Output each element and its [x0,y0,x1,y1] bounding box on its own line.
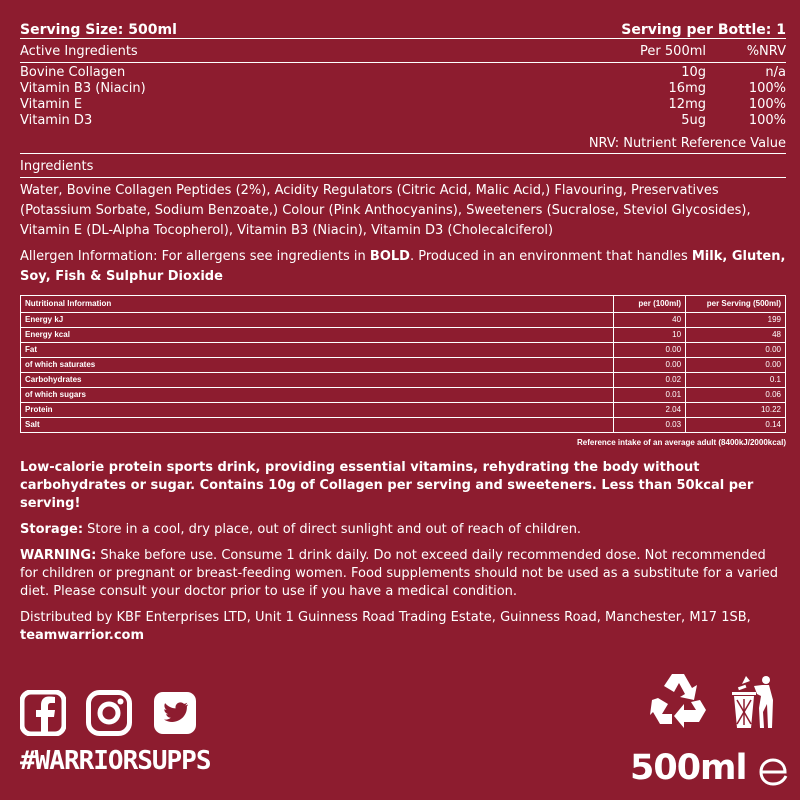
divider [20,38,786,39]
nutrient-label: Protein [21,403,614,418]
divider [20,62,786,63]
facebook-icon[interactable] [20,690,66,736]
distributor-text: Distributed by KBF Enterprises LTD, Unit 1 Guinness Road Trading Estate, Guinness Road, Manchester, M17 1SB, [20,610,751,625]
warning-label: WARNING: [20,548,97,563]
label-content [20,0,786,645]
table-row [21,358,786,373]
per-100ml-value: 10 [613,328,685,343]
per-serving-value: 199 [686,313,786,328]
ingredient-name: Vitamin B3 (Niacin) [20,81,146,96]
storage-info [20,521,786,539]
twitter-icon[interactable] [152,690,198,736]
ingredient-amount: 5ug [681,113,706,128]
list-item [20,113,786,129]
per-serving-value: 0.14 [686,418,786,433]
per-100ml-value: 0.03 [613,418,685,433]
nutrient-label: of which saturates [21,358,614,373]
website-link[interactable]: teamwarrior.com [20,628,145,643]
nutrition-table [20,295,786,433]
column-header: Nutritional Information [21,296,614,313]
per-100ml-value: 0.02 [613,373,685,388]
allergen-text: . Produced in an environment that handles [409,249,692,264]
ingredient-nrv: 100% [748,97,786,112]
per-100ml-value: 2.04 [613,403,685,418]
storage-label: Storage: [20,522,84,537]
recycle-icon [650,670,708,730]
nutrient-label: Salt [21,418,614,433]
nrv-header: %NRV [746,44,786,59]
per-100ml-value: 40 [613,313,685,328]
ingredients-title: Ingredients [20,159,94,174]
social-icons [20,690,240,736]
per-serving-value: 0.06 [686,388,786,403]
pack-symbols [630,670,790,790]
allergen-list: Milk, Gluten, Soy, Fish & Sulphur Dioxide [20,249,786,284]
column-header: per (100ml) [613,296,685,313]
per-serving-value: 0.00 [686,343,786,358]
distributor-info [20,609,786,645]
volume-label: 500ml [630,748,747,788]
column-header: per Serving (500ml) [686,296,786,313]
active-ingredients-header [20,41,786,62]
divider [20,177,786,178]
allergen-text: Allergen Information: For allergens see ingredients in [20,249,370,264]
hashtag: #WARRIORSUPPS [20,746,211,776]
ingredient-name: Vitamin D3 [20,113,93,128]
ingredient-name: Bovine Collagen [20,65,126,80]
ingredient-nrv: n/a [765,65,786,80]
table-row [21,343,786,358]
per-serving-value: 0.00 [686,358,786,373]
tidyman-bin-icon [728,672,778,730]
table-row [21,328,786,343]
serving-per-bottle: Serving per Bottle: 1 [621,22,786,38]
list-item [20,81,786,97]
serving-row [20,22,786,38]
table-header-row [21,296,786,313]
per-serving-value: 10.22 [686,403,786,418]
nutrient-label: Energy kcal [21,328,614,343]
table-row [21,313,786,328]
list-item [20,65,786,81]
table-row [21,418,786,433]
product-description: Low-calorie protein sports drink, providing essential vitamins, rehydrating the body without carbohydrates or sugar. Contains 10g of Collagen per serving and sweeteners. Less than 50kcal per serving! [20,460,754,511]
storage-text: Store in a cool, dry place, out of direct sunlight and out of reach of children. [83,522,582,537]
per-500ml-header: Per 500ml [640,44,706,59]
nrv-note: NRV: Nutrient Reference Value [588,136,786,151]
estimated-e-mark-icon [758,748,790,788]
nutrient-label: Fat [21,343,614,358]
reference-intake-note: Reference intake of an average adult (8400kJ/2000kcal) [577,438,786,447]
table-row [21,388,786,403]
allergen-info [20,247,786,287]
divider [20,153,786,154]
ingredient-amount: 10g [681,65,706,80]
ingredient-amount: 16mg [668,81,706,96]
list-item [20,97,786,113]
table-row [21,403,786,418]
per-100ml-value: 0.00 [613,358,685,373]
per-100ml-value: 0.00 [613,343,685,358]
table-row [21,373,786,388]
per-serving-value: 48 [686,328,786,343]
per-100ml-value: 0.01 [613,388,685,403]
social-block [20,690,240,776]
instagram-icon[interactable] [86,690,132,736]
serving-size: Serving Size: 500ml [20,22,177,38]
ingredients-text: Water, Bovine Collagen Peptides (2%), Acidity Regulators (Citric Acid, Malic Acid,) Flavouring, Preservatives (Potassium Sorbate, Sodium Benzoate,) Colour (Pink Anthocyanins), Sweeteners (Sucralose, Steviol Glycosides), Vitamin E (DL-Alpha Tocopherol), Vitamin B3 (Niacin), Vitamin D3 (Cholecalciferol) [20,183,751,238]
ingredient-name: Vitamin E [20,97,83,112]
ingredient-nrv: 100% [748,81,786,96]
nutrient-label: Energy kJ [21,313,614,328]
warning-info [20,547,786,601]
warning-text: Shake before use. Consume 1 drink daily. Do not exceed daily recommended dose. Not recommended for children or pregnant or breast-feeding women. Food supplements should not be used as a substitute for a varied diet. Please consult your doctor prior to use if you have a medical condition. [20,548,779,599]
ingredient-amount: 12mg [668,97,706,112]
ingredient-nrv: 100% [748,113,786,128]
active-ingredients-title: Active Ingredients [20,44,138,59]
active-ingredients-list [20,65,786,129]
allergen-bold-word: BOLD [369,249,410,264]
nutrient-label: of which sugars [21,388,614,403]
nutrient-label: Carbohydrates [21,373,614,388]
per-serving-value: 0.1 [686,373,786,388]
